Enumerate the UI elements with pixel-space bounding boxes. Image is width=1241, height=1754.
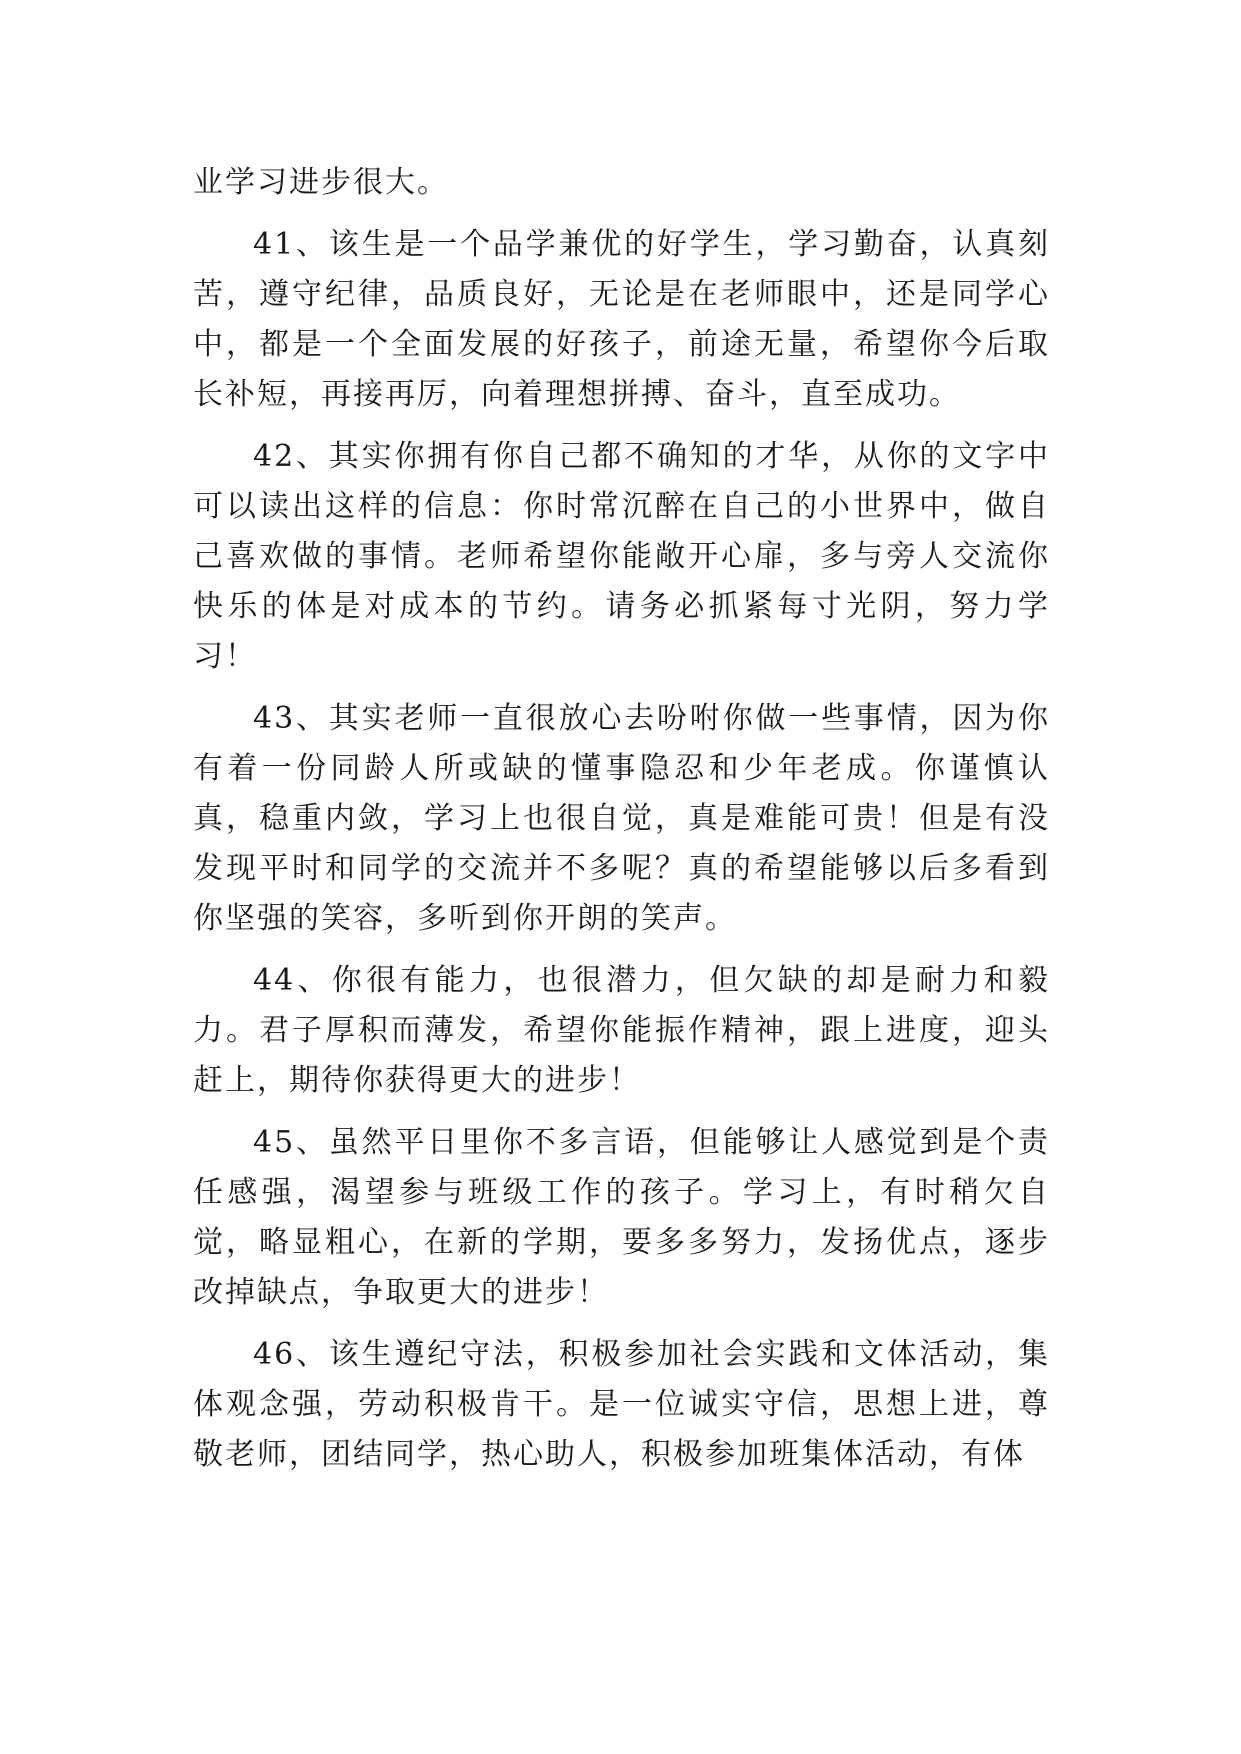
paragraph-41: 41、该生是一个品学兼优的好学生，学习勤奋，认真刻苦，遵守纪律，品质良好，无论是在老师眼中，还是同学心中，都是一个全面发展的好孩子，前途无量，希望你今后取长补短，再接再厉，向着理想拼搏、奋斗，直至成功。: [193, 227, 1050, 412]
paragraph-46: 46、该生遵纪守法，积极参加社会实践和文体活动，集体观念强，劳动积极肯干。是一位诚实守信，思想上进，尊敬老师，团结同学，热心助人，积极参加班集体活动，有体: [193, 1337, 1050, 1472]
paragraph-42: 42、其实你拥有你自己都不确知的才华，从你的文字中可以读出这样的信息：你时常沉醉在自己的小世界中，做自己喜欢做的事情。老师希望你能敞开心扉，多与旁人交流你快乐的体是对成本的节约。请务必抓紧每寸光阴，努力学习！: [193, 439, 1050, 674]
document-body: [193, 158, 1050, 1492]
paragraph-43: 43、其实老师一直很放心去吩咐你做一些事情，因为你有着一份同龄人所或缺的懂事隐忍和少年老成。你谨慎认真，稳重内敛，学习上也很自觉，真是难能可贵！但是有没发现平时和同学的交流并不多呢？真的希望能够以后多看到你坚强的笑容，多听到你开朗的笑声。: [193, 701, 1050, 936]
paragraph-45: 45、虽然平日里你不多言语，但能够让人感觉到是个责任感强，渴望参与班级工作的孩子。学习上，有时稍欠自觉，略显粗心，在新的学期，要多多努力，发扬优点，逐步改掉缺点，争取更大的进步！: [193, 1125, 1050, 1310]
paragraph-44: 44、你很有能力，也很潜力，但欠缺的却是耐力和毅力。君子厚积而薄发，希望你能振作精神，跟上进度，迎头赶上，期待你获得更大的进步！: [193, 963, 1050, 1098]
paragraph-continuation: 业学习进步很大。: [193, 165, 449, 200]
